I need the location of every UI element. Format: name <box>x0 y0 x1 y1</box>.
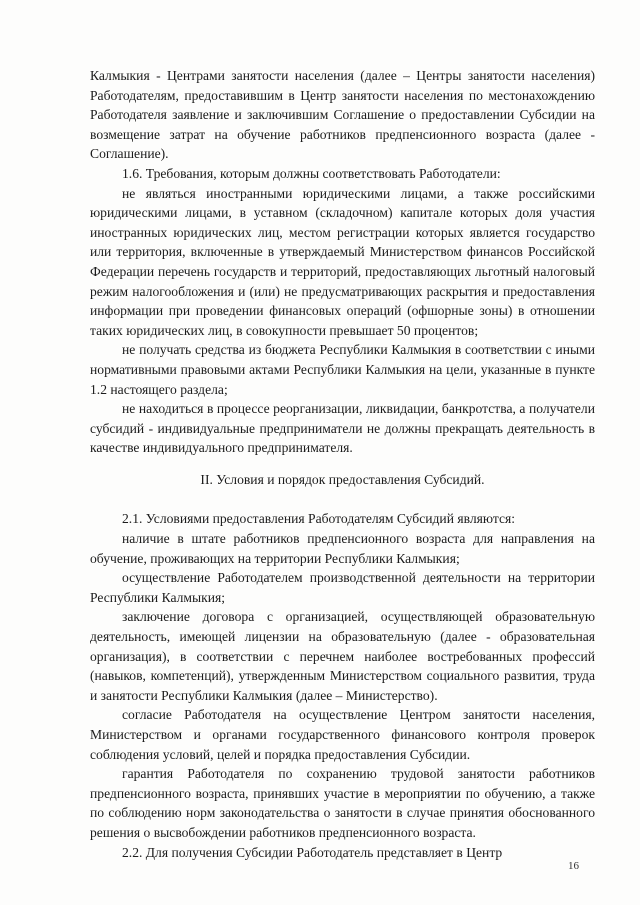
paragraph-requirement-reorganization: не находиться в процессе реорганизации, ликвидации, банкротства, а получатели субсидий - индивидуальные предприниматели не должны прекращать деятельность в качестве индивидуального предпринимателя. <box>90 401 595 456</box>
paragraph-conditions-heading: 2.1. Условиями предоставления Работодателям Субсидий являются: <box>122 511 516 527</box>
paragraph-condition-consent: согласие Работодателя на осуществление Центром занятости населения, Министерством и органами государственного финансового контроля проверок соблюдения условий, целей и порядка предоставления Субсидии. <box>90 707 595 762</box>
paragraph-requirement-budget-funds: не получать средства из бюджета Республики Калмыкия в соответствии с иными нормативными правовыми актами Республики Калмыкия на цели, указанные в пункте 1.2 настоящего раздела; <box>90 342 595 397</box>
section-heading: II. Условия и порядок предоставления Субсидий. <box>200 471 485 487</box>
document-body <box>90 66 595 862</box>
paragraph-requirements-heading: 1.6. Требования, которым должны соответствовать Работодатели: <box>122 165 501 181</box>
paragraph-requirement-foreign-entities: не являться иностранными юридическими лицами, а также российскими юридическими лицами, в уставном (складочном) капитале которых доля участия иностранных юридических лиц, местом регистрации которых является государство или территория, включенные в утверждаемый Министерством финансов Российской Федерации перечень государств и территорий, предоставляющих льготный налоговый режим налогообложения и (или) не предусматривающих раскрытия и предоставления информации при проведении финансовых операций (офшорные зоны) в отношении таких юридических лиц, в совокупности превышает 50 процентов; <box>90 185 595 338</box>
paragraph-condition-staff: наличие в штате работников предпенсионного возраста для направления на обучение, проживающих на территории Республики Калмыкия; <box>90 531 595 566</box>
paragraph-continuation: Калмыкия - Центрами занятости населения (далее – Центры занятости населения) Работодателям, предоставившим в Центр занятости населения по местонахождению Работодателя заявление и заключившим Соглашение о предоставлении Субсидии на возмещение затрат на обучение работников предпенсионного возраста (далее - Соглашение). <box>90 68 595 162</box>
paragraph-condition-contract: заключение договора с организацией, осуществляющей образовательную деятельность, имеющей лицензии на образовательную (далее - образовательная организация), в соответствии с перечнем наиболее востребованных профессий (навыков, компетенций), утвержденным Министерством социального развития, труда и занятости Республики Калмыкия (далее – Министерство). <box>90 609 595 703</box>
page-number: 16 <box>568 860 579 872</box>
paragraph-subsidy-application: 2.2. Для получения Субсидии Работодатель представляет в Центр <box>122 844 503 860</box>
paragraph-condition-production: осуществление Работодателем производственной деятельности на территории Республики Калмыкия; <box>90 570 595 605</box>
paragraph-condition-guarantee: гарантия Работодателя по сохранению трудовой занятости работников предпенсионного возраста, принявших участие в мероприятии по обучению, а также по соблюдению норм законодательства о занятости в случае принятия обоснованного решения о высвобождении работников предпенсионного возраста. <box>90 766 595 840</box>
